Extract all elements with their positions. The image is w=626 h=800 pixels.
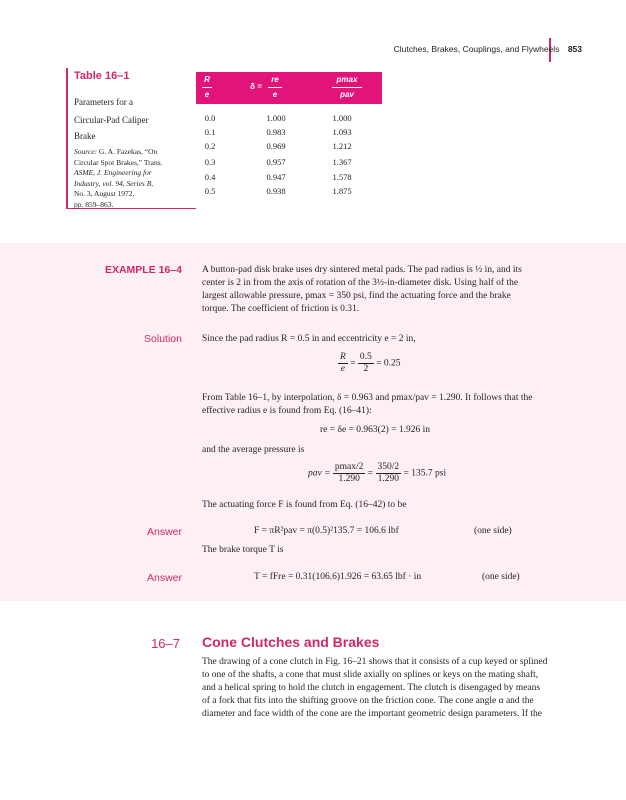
cell-ratio: 0.3 — [204, 157, 216, 167]
col2-header-lhs: δ = — [250, 82, 262, 91]
cell-ratio: 0.1 — [204, 127, 216, 137]
section-line-5: diameter and face width of the cone are the important geometric design parameters. If the — [202, 709, 543, 719]
equation-torque: T = fFre = 0.31(106.6)1.926 = 63.65 lbf · in — [254, 572, 422, 582]
cell-pressure-ratio: 1.367 — [332, 157, 352, 167]
problem-line-3: largest allowable pressure, pmax = 350 psi, find the actuating force and the brake — [202, 291, 511, 301]
col2-header-num: re — [271, 75, 279, 84]
equation-ratio — [338, 352, 401, 375]
page-number: 853 — [567, 44, 582, 54]
table-title: Table 16–1 — [74, 70, 130, 82]
source-line-2: Circular Spot Brakes,” Trans. — [74, 157, 163, 167]
cell-ratio: 0.2 — [204, 141, 216, 151]
eq3-result: = 135.7 psi — [403, 468, 447, 479]
section-line-1: The drawing of a cone clutch in Fig. 16–21 shows that it consists of a cup keyed or splined — [202, 657, 548, 667]
cell-delta: 0.983 — [266, 127, 286, 137]
cell-ratio: 0.5 — [204, 186, 216, 196]
equation-force: F = πR²pav = π(0.5)²135.7 = 106.6 lbf — [254, 526, 399, 536]
running-title: Clutches, Brakes, Couplings, and Flywheels — [393, 44, 560, 54]
problem-line-2: center is 2 in from the axis of rotation of the 3½-in-diameter disk. Using half of the — [202, 278, 519, 288]
torque-text: The brake torque T is — [202, 545, 284, 555]
example-label: EXAMPLE 16–4 — [104, 264, 182, 276]
equation-torque-note: (one side) — [482, 572, 520, 582]
cell-delta: 0.938 — [266, 186, 286, 196]
problem-line-1: A button-pad disk brake uses dry sintered metal pads. The pad radius is ½ in, and its — [202, 265, 522, 275]
force-text: The actuating force F is found from Eq. (16–42) to be — [202, 500, 407, 510]
eq3-f1-den: 1.290 — [338, 474, 360, 484]
section-title: Cone Clutches and Brakes — [202, 634, 380, 650]
cell-ratio: 0.4 — [204, 172, 216, 182]
cell-pressure-ratio: 1.875 — [332, 186, 352, 196]
table-header — [196, 72, 382, 104]
interp-line-2: effective radius e is found from Eq. (16–41): — [202, 406, 372, 416]
cell-pressure-ratio: 1.212 — [332, 141, 352, 151]
section-line-3: and a helical spring to hold the clutch in engagement. The clutch is disengaged by means — [202, 683, 541, 693]
source-label: Source: — [74, 147, 98, 156]
source-line-4: Industry, vol. 94, Series B, — [74, 178, 154, 188]
running-header — [394, 44, 582, 54]
eq1-lhs-den: e — [340, 364, 346, 374]
cell-pressure-ratio: 1.000 — [332, 113, 352, 123]
cell-ratio: 0.0 — [204, 113, 216, 123]
col3-header-den: pav — [340, 90, 354, 99]
equation-average-pressure — [308, 462, 446, 485]
col1-header-den: e — [204, 90, 210, 99]
solution-intro: Since the pad radius R = 0.5 in and eccentricity e = 2 in, — [202, 334, 416, 344]
source-line-6: pp. 859–863. — [74, 199, 114, 209]
section-line-4: of a fork that fits into the shifting groove on the friction cone. The cone angle α and the — [202, 696, 534, 706]
cell-pressure-ratio: 1.578 — [332, 172, 352, 182]
eq1-rhs-den: 2 — [363, 364, 369, 374]
eq3-equals: = — [367, 468, 374, 479]
interpolation-text — [202, 392, 580, 418]
example-problem — [202, 264, 580, 316]
cell-delta: 0.957 — [266, 157, 286, 167]
cell-delta: 0.947 — [266, 172, 286, 182]
col3-header-num: pmax — [336, 75, 358, 84]
col1-header-bar — [202, 87, 212, 88]
section-line-2: to one of the shafts, a cone that must slide axially on splines or keys on the mating shaft, — [202, 670, 539, 680]
cell-pressure-ratio: 1.093 — [332, 127, 352, 137]
problem-line-4: torque. The coefficient of friction is 0.31. — [202, 304, 360, 314]
table-caption-line-1: Parameters for a — [74, 97, 133, 107]
section-number: 16–7 — [151, 636, 180, 651]
table-source — [74, 147, 194, 210]
source-line-5: No. 3, August 1972, — [74, 189, 135, 198]
table-caption-line-2: Circular-Pad Caliper — [74, 115, 149, 125]
cell-delta: 0.969 — [266, 141, 286, 151]
equation-effective-radius: re = δe = 0.963(2) = 1.926 in — [320, 425, 430, 435]
eq1-result: = 0.25 — [376, 358, 401, 369]
section-body — [202, 656, 580, 721]
eq3-f2-num: 350/2 — [377, 462, 400, 472]
col2-header-den: e — [272, 90, 278, 99]
answer-label-force: Answer — [146, 526, 182, 538]
col3-header-bar — [332, 87, 362, 88]
eq1-equals: = — [350, 358, 356, 369]
average-pressure-text: and the average pressure is — [202, 445, 305, 455]
table-caption-line-3: Brake — [74, 131, 96, 141]
solution-label: Solution — [144, 333, 182, 345]
eq1-lhs-num: R — [340, 352, 346, 362]
eq1-rhs-num: 0.5 — [359, 352, 372, 362]
col2-header-bar — [268, 87, 282, 88]
eq3-f1-num: pmax/2 — [334, 462, 364, 472]
eq3-lhs: pav = — [308, 468, 331, 479]
col1-header-num: R — [204, 75, 210, 84]
table-side-rule — [66, 68, 68, 208]
answer-label-torque: Answer — [146, 572, 182, 584]
cell-delta: 1.000 — [266, 113, 286, 123]
source-line-1: G. A. Fazekas, “On — [98, 147, 158, 156]
equation-force-note: (one side) — [474, 526, 512, 536]
source-line-3: ASME, J. Engineering for — [74, 168, 152, 177]
interp-line-1: From Table 16–1, by interpolation, δ = 0.963 and pmax/pav = 1.290. It follows that the — [202, 393, 533, 403]
eq3-f2-den: 1.290 — [377, 474, 399, 484]
